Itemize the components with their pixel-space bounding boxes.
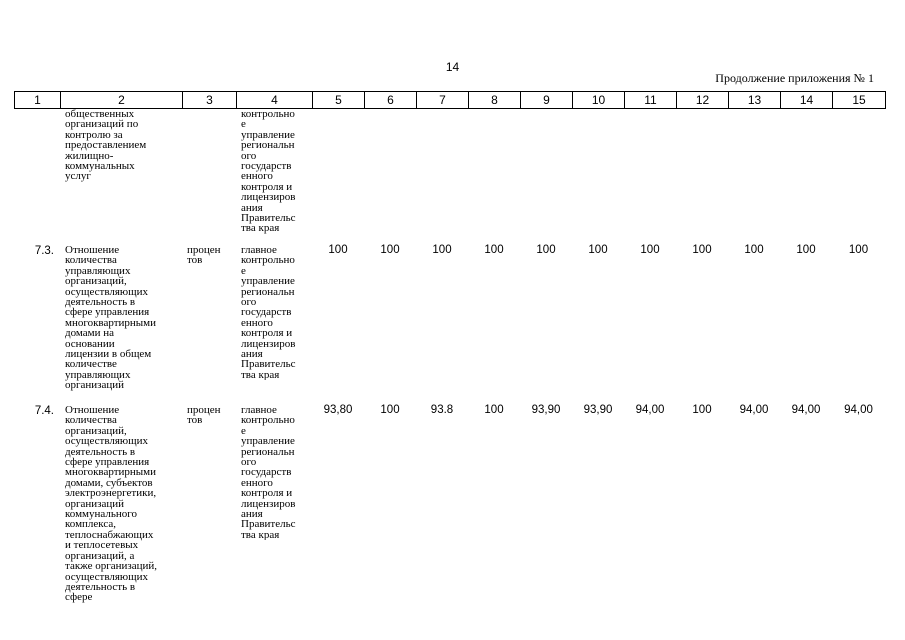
value-cell: 94,00 (739, 404, 769, 416)
responsible-executor: контрольно е управление региональн ого государств енного контроля и лицензиров ания Правительс тва края (241, 109, 296, 234)
column-number: 7 (417, 92, 469, 109)
value-cell (312, 109, 364, 243)
value-cell (676, 109, 728, 243)
column-number: 14 (781, 92, 833, 109)
value-cell (624, 109, 676, 243)
value-cell (520, 109, 572, 243)
value-cell: 100 (328, 244, 348, 256)
value-cell (364, 109, 416, 243)
column-number: 6 (365, 92, 417, 109)
column-number: 4 (237, 92, 313, 109)
value-cell (416, 109, 468, 243)
value-cell: 100 (796, 244, 816, 256)
value-cell (572, 109, 624, 243)
value-cell: 94,00 (635, 404, 665, 416)
value-cell: 93,90 (583, 404, 613, 416)
column-number: 2 (61, 92, 183, 109)
indicator-name: общественных организаций по контролю за предоставлением жилищно- коммунальных услуг (65, 109, 147, 182)
column-number: 15 (833, 92, 886, 109)
page-number: 14 (445, 60, 460, 74)
value-cell: 100 (848, 244, 869, 256)
value-cell: 100 (640, 244, 660, 256)
value-cell: 100 (692, 404, 712, 416)
column-number: 12 (677, 92, 729, 109)
row-code (14, 109, 60, 243)
responsible-executor: главное контрольно е управление региональн ого государств енного контроля и лицензиров ания Правительс тва края (241, 405, 296, 541)
value-cell: 100 (536, 244, 556, 256)
indicator-name: Отношение количества управляющих организаций, осуществляющих деятельность в сфере управления многоквартирными домами на основании лицензии в общем количестве управляющих организаций (65, 245, 157, 391)
value-cell (468, 109, 520, 243)
responsible-executor: главное контрольно е управление региональн ого государств енного контроля и лицензиров ания Правительс тва края (241, 245, 296, 381)
value-cell: 100 (380, 404, 400, 416)
column-number-header (14, 91, 886, 109)
value-cell: 93,90 (531, 404, 561, 416)
unit-of-measure: процен тов (187, 245, 221, 266)
value-cell (780, 109, 832, 243)
value-cell: 100 (588, 244, 608, 256)
row-code: 7.4. (34, 405, 54, 417)
value-cell: 93,80 (323, 404, 353, 416)
value-cell: 93.8 (430, 404, 454, 416)
table-row (14, 243, 885, 403)
table-row (14, 403, 885, 615)
table-row (14, 109, 885, 243)
column-number: 1 (15, 92, 61, 109)
column-number: 11 (625, 92, 677, 109)
column-number: 10 (573, 92, 625, 109)
value-cell: 94,00 (791, 404, 821, 416)
column-number: 13 (729, 92, 781, 109)
continuation-label: Продолжение приложения № 1 (715, 71, 874, 85)
column-number: 9 (521, 92, 573, 109)
value-cell: 100 (484, 244, 504, 256)
value-cell (832, 109, 885, 243)
value-cell: 94,00 (844, 404, 873, 416)
value-cell (728, 109, 780, 243)
value-cell: 100 (744, 244, 764, 256)
header-row (15, 92, 886, 109)
column-number: 3 (183, 92, 237, 109)
value-cell: 100 (432, 244, 452, 256)
column-number: 5 (313, 92, 365, 109)
indicators-table (14, 109, 885, 615)
indicator-name: Отношение количества организаций, осуществляющих деятельность в сфере управления многоквартирными домами, субъектов электроэнергетики, организаций коммунального комплекса, теплоснабжающих и теплосетевых организаций, а также организаций, осуществляющих деятельность в сфере (65, 405, 158, 603)
value-cell: 100 (380, 244, 400, 256)
unit-of-measure: процен тов (187, 405, 221, 426)
column-number: 8 (469, 92, 521, 109)
row-code: 7.3. (34, 245, 54, 257)
value-cell: 100 (484, 404, 504, 416)
value-cell: 100 (692, 244, 712, 256)
